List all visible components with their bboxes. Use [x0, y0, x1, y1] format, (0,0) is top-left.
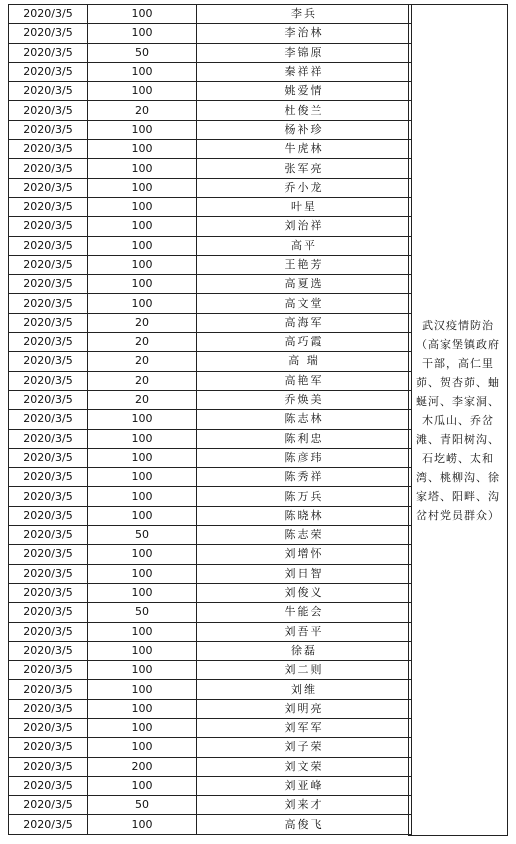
date-cell: 2020/3/5	[9, 526, 88, 545]
date-cell: 2020/3/5	[9, 294, 88, 313]
date-cell: 2020/3/5	[9, 661, 88, 680]
name-cell: 高海军	[197, 313, 412, 332]
table-row	[9, 815, 412, 834]
table-row	[9, 429, 412, 448]
remark-cell	[408, 4, 508, 836]
table-row	[9, 140, 412, 159]
date-cell: 2020/3/5	[9, 796, 88, 815]
table-row	[9, 776, 412, 795]
amount-cell: 100	[88, 487, 197, 506]
date-cell: 2020/3/5	[9, 738, 88, 757]
date-cell: 2020/3/5	[9, 140, 88, 159]
amount-cell: 100	[88, 62, 197, 81]
date-cell: 2020/3/5	[9, 255, 88, 274]
amount-cell: 20	[88, 371, 197, 390]
table-row	[9, 796, 412, 815]
date-cell: 2020/3/5	[9, 680, 88, 699]
table-row	[9, 294, 412, 313]
table-row	[9, 217, 412, 236]
date-cell: 2020/3/5	[9, 197, 88, 216]
amount-cell: 100	[88, 448, 197, 467]
amount-cell: 100	[88, 178, 197, 197]
amount-cell: 100	[88, 661, 197, 680]
date-cell: 2020/3/5	[9, 583, 88, 602]
amount-cell: 20	[88, 333, 197, 352]
date-cell: 2020/3/5	[9, 217, 88, 236]
amount-cell: 100	[88, 217, 197, 236]
table-row	[9, 603, 412, 622]
name-cell: 刘军军	[197, 718, 412, 737]
table-row	[9, 448, 412, 467]
date-cell: 2020/3/5	[9, 776, 88, 795]
amount-cell: 100	[88, 468, 197, 487]
name-cell: 刘二则	[197, 661, 412, 680]
date-cell: 2020/3/5	[9, 699, 88, 718]
date-cell: 2020/3/5	[9, 43, 88, 62]
name-cell: 刘日智	[197, 564, 412, 583]
donation-table-body	[9, 5, 412, 835]
amount-cell: 100	[88, 82, 197, 101]
table-row	[9, 236, 412, 255]
amount-cell: 100	[88, 622, 197, 641]
table-row	[9, 390, 412, 409]
name-cell: 姚爱情	[197, 82, 412, 101]
amount-cell: 100	[88, 24, 197, 43]
donation-table	[8, 4, 412, 835]
amount-cell: 100	[88, 294, 197, 313]
name-cell: 刘来才	[197, 796, 412, 815]
amount-cell: 50	[88, 43, 197, 62]
table-row	[9, 468, 412, 487]
date-cell: 2020/3/5	[9, 313, 88, 332]
table-row	[9, 661, 412, 680]
name-cell: 刘文荣	[197, 757, 412, 776]
table-row	[9, 255, 412, 274]
name-cell: 牛能会	[197, 603, 412, 622]
name-cell: 高艳军	[197, 371, 412, 390]
name-cell: 高巧霞	[197, 333, 412, 352]
table-row	[9, 120, 412, 139]
amount-cell: 100	[88, 159, 197, 178]
name-cell: 刘子荣	[197, 738, 412, 757]
table-row	[9, 5, 412, 24]
name-cell: 陈秀祥	[197, 468, 412, 487]
amount-cell: 20	[88, 390, 197, 409]
table-row	[9, 43, 412, 62]
table-row	[9, 506, 412, 525]
table-row	[9, 410, 412, 429]
date-cell: 2020/3/5	[9, 101, 88, 120]
date-cell: 2020/3/5	[9, 410, 88, 429]
name-cell: 刘亚峰	[197, 776, 412, 795]
table-row	[9, 583, 412, 602]
name-cell: 李治林	[197, 24, 412, 43]
amount-cell: 100	[88, 429, 197, 448]
amount-cell: 100	[88, 506, 197, 525]
date-cell: 2020/3/5	[9, 448, 88, 467]
name-cell: 刘明亮	[197, 699, 412, 718]
date-cell: 2020/3/5	[9, 622, 88, 641]
amount-cell: 100	[88, 410, 197, 429]
table-row	[9, 82, 412, 101]
table-row	[9, 680, 412, 699]
table-row	[9, 24, 412, 43]
name-cell: 杨补珍	[197, 120, 412, 139]
amount-cell: 200	[88, 757, 197, 776]
name-cell: 叶星	[197, 197, 412, 216]
amount-cell: 100	[88, 776, 197, 795]
table-row	[9, 757, 412, 776]
date-cell: 2020/3/5	[9, 603, 88, 622]
name-cell: 刘增怀	[197, 545, 412, 564]
name-cell: 王艳芳	[197, 255, 412, 274]
amount-cell: 100	[88, 738, 197, 757]
date-cell: 2020/3/5	[9, 178, 88, 197]
amount-cell: 100	[88, 275, 197, 294]
name-cell: 乔焕美	[197, 390, 412, 409]
date-cell: 2020/3/5	[9, 352, 88, 371]
name-cell: 高平	[197, 236, 412, 255]
amount-cell: 20	[88, 313, 197, 332]
date-cell: 2020/3/5	[9, 24, 88, 43]
table-row	[9, 699, 412, 718]
name-cell: 杜俊兰	[197, 101, 412, 120]
date-cell: 2020/3/5	[9, 468, 88, 487]
date-cell: 2020/3/5	[9, 487, 88, 506]
date-cell: 2020/3/5	[9, 757, 88, 776]
name-cell: 刘吾平	[197, 622, 412, 641]
name-cell: 陈志林	[197, 410, 412, 429]
name-cell: 牛虎林	[197, 140, 412, 159]
table-row	[9, 718, 412, 737]
amount-cell: 100	[88, 680, 197, 699]
name-cell: 李锦原	[197, 43, 412, 62]
amount-cell: 50	[88, 603, 197, 622]
date-cell: 2020/3/5	[9, 5, 88, 24]
date-cell: 2020/3/5	[9, 82, 88, 101]
amount-cell: 100	[88, 197, 197, 216]
amount-cell: 100	[88, 120, 197, 139]
date-cell: 2020/3/5	[9, 564, 88, 583]
name-cell: 乔小龙	[197, 178, 412, 197]
date-cell: 2020/3/5	[9, 120, 88, 139]
amount-cell: 50	[88, 526, 197, 545]
table-row	[9, 526, 412, 545]
table-row	[9, 313, 412, 332]
amount-cell: 100	[88, 5, 197, 24]
date-cell: 2020/3/5	[9, 236, 88, 255]
table-row	[9, 738, 412, 757]
name-cell: 陈彦玮	[197, 448, 412, 467]
amount-cell: 100	[88, 545, 197, 564]
amount-cell: 100	[88, 255, 197, 274]
table-row	[9, 197, 412, 216]
date-cell: 2020/3/5	[9, 641, 88, 660]
name-cell: 刘治祥	[197, 217, 412, 236]
table-row	[9, 352, 412, 371]
name-cell: 高文堂	[197, 294, 412, 313]
date-cell: 2020/3/5	[9, 333, 88, 352]
table-row	[9, 487, 412, 506]
date-cell: 2020/3/5	[9, 62, 88, 81]
amount-cell: 50	[88, 796, 197, 815]
name-cell: 陈志荣	[197, 526, 412, 545]
table-row	[9, 371, 412, 390]
amount-cell: 100	[88, 815, 197, 834]
name-cell: 高 瑞	[197, 352, 412, 371]
name-cell: 刘维	[197, 680, 412, 699]
name-cell: 陈利忠	[197, 429, 412, 448]
table-row	[9, 178, 412, 197]
name-cell: 刘俊义	[197, 583, 412, 602]
name-cell: 李兵	[197, 5, 412, 24]
date-cell: 2020/3/5	[9, 390, 88, 409]
table-row	[9, 622, 412, 641]
amount-cell: 100	[88, 236, 197, 255]
amount-cell: 100	[88, 699, 197, 718]
date-cell: 2020/3/5	[9, 429, 88, 448]
date-cell: 2020/3/5	[9, 718, 88, 737]
table-row	[9, 545, 412, 564]
table-row	[9, 101, 412, 120]
date-cell: 2020/3/5	[9, 545, 88, 564]
name-cell: 高俊飞	[197, 815, 412, 834]
donation-sheet	[8, 4, 508, 836]
name-cell: 秦祥祥	[197, 62, 412, 81]
name-cell: 陈万兵	[197, 487, 412, 506]
date-cell: 2020/3/5	[9, 159, 88, 178]
date-cell: 2020/3/5	[9, 275, 88, 294]
date-cell: 2020/3/5	[9, 371, 88, 390]
remark-text: 武汉疫情防治（高家堡镇政府干部，高仁里茆、贺杏茆、蚰蜒河、李家洞、木瓜山、乔岔滩、青阳树沟、石圪崂、太和湾、桃柳沟、徐家塔、阳畔、沟岔村党员群众）	[416, 318, 500, 522]
amount-cell: 100	[88, 641, 197, 660]
table-row	[9, 275, 412, 294]
name-cell: 陈晓林	[197, 506, 412, 525]
date-cell: 2020/3/5	[9, 815, 88, 834]
table-row	[9, 641, 412, 660]
table-row	[9, 333, 412, 352]
name-cell: 张军亮	[197, 159, 412, 178]
name-cell: 高夏选	[197, 275, 412, 294]
table-row	[9, 62, 412, 81]
amount-cell: 100	[88, 564, 197, 583]
name-cell: 徐磊	[197, 641, 412, 660]
amount-cell: 100	[88, 718, 197, 737]
amount-cell: 100	[88, 583, 197, 602]
table-row	[9, 564, 412, 583]
date-cell: 2020/3/5	[9, 506, 88, 525]
amount-cell: 20	[88, 352, 197, 371]
amount-cell: 20	[88, 101, 197, 120]
table-row	[9, 159, 412, 178]
amount-cell: 100	[88, 140, 197, 159]
